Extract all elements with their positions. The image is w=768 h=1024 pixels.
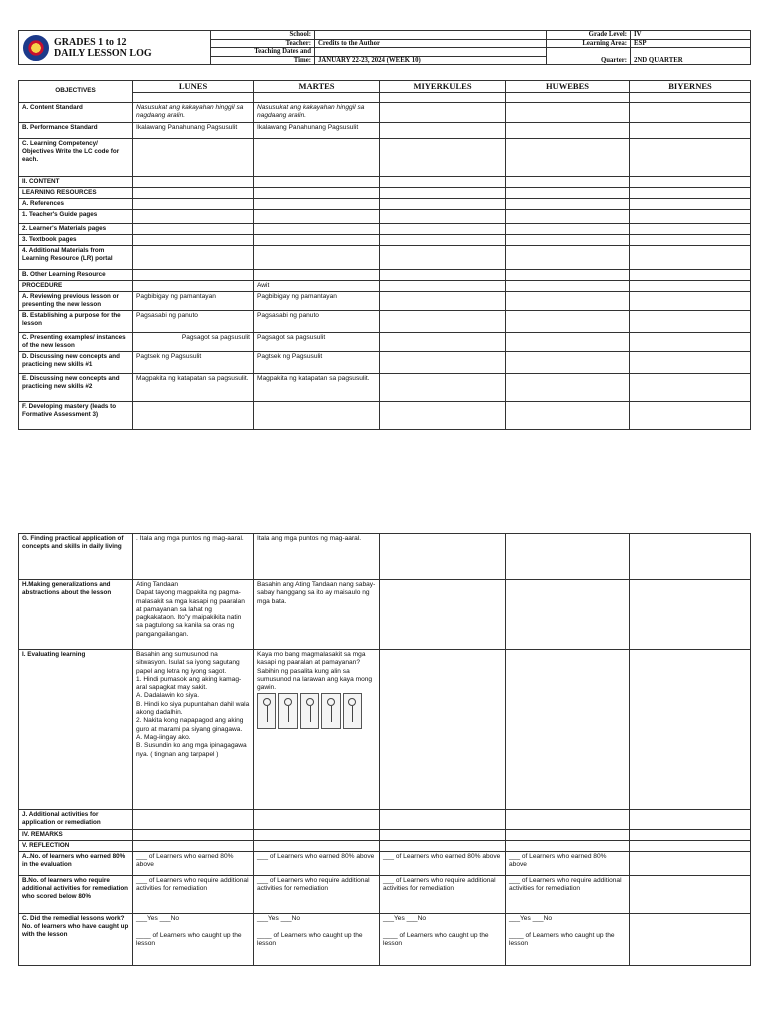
area-label: Learning Area: — [547, 39, 631, 48]
cell-huwebes — [506, 210, 630, 224]
cell-text: ___Yes ___No ____ of Learners who caught up the lesson — [257, 915, 363, 947]
cell-martes — [254, 534, 380, 580]
row-label: PROCEDURE — [19, 281, 133, 292]
cell-text: . Itala ang mga puntos ng mag-aaral. — [136, 535, 244, 542]
table-row — [19, 352, 751, 374]
cell-huwebes — [506, 914, 630, 966]
cell-lunes — [133, 188, 254, 199]
cell-miyerkules — [380, 235, 506, 246]
cell-miyerkules — [380, 352, 506, 374]
cell-huwebes — [506, 235, 630, 246]
grade-value: IV — [631, 31, 751, 40]
cell-huwebes — [506, 810, 630, 830]
cell-miyerkules — [380, 580, 506, 650]
row-label: F. Developing mastery (leads to Formative Assessment 3) — [19, 402, 133, 430]
row-label — [19, 534, 133, 580]
cell-huwebes — [506, 188, 630, 199]
cell-text: ___ of Learners who require additional activities for remediation — [509, 877, 622, 893]
cell-miyerkules — [380, 281, 506, 292]
cell-lunes — [133, 580, 254, 650]
cell-huwebes — [506, 580, 630, 650]
cell-biyernes — [630, 292, 751, 311]
cell-biyernes — [630, 914, 751, 966]
table-row — [19, 534, 751, 580]
day-header-miyerkules: MIYERKULES — [380, 81, 506, 93]
cell-miyerkules — [380, 123, 506, 139]
row-label: B. Establishing a purpose for the lesson — [19, 311, 133, 333]
grade-label: Grade Level: — [547, 31, 631, 40]
row-label: A. References — [19, 199, 133, 210]
quarter-value: 2ND QUARTER — [631, 48, 751, 65]
cell-miyerkules — [380, 199, 506, 210]
row-label — [19, 650, 133, 810]
dates-value: JANUARY 22-23, 2024 (WEEK 10) — [315, 56, 547, 65]
cell-biyernes — [630, 333, 751, 352]
cell-text: IV. REMARKS — [22, 831, 63, 838]
cell-miyerkules — [380, 224, 506, 235]
cell-huwebes — [506, 199, 630, 210]
row-label: D. Discussing new concepts and practicing new skills #1 — [19, 352, 133, 374]
cell-martes — [254, 402, 380, 430]
cell-huwebes — [506, 534, 630, 580]
cell-miyerkules — [380, 876, 506, 914]
cell-text: ___Yes ___No ____ of Learners who caught up the lesson — [509, 915, 615, 947]
cell-biyernes — [630, 210, 751, 224]
cell-huwebes — [506, 292, 630, 311]
figure-icon — [343, 693, 362, 729]
row-label: B. Performance Standard — [19, 123, 133, 139]
cell-text: Ating Tandaan Dapat tayong magpakita ng pagma-malasakit sa mga kasapi ng paaralan at pamayanan sa lahat ng pagkakataon. Ito"y maipakikita natin sa pagtulong sa kanila sa oras ng pangangailangan. — [136, 581, 245, 638]
header-brand — [19, 31, 211, 65]
table-row — [19, 123, 751, 139]
figure-icon — [321, 693, 340, 729]
cell-miyerkules — [380, 914, 506, 966]
header-table — [18, 30, 751, 65]
cell-text: ___ of Learners who earned 80% above — [509, 853, 607, 869]
table-row — [19, 876, 751, 914]
row-label — [19, 841, 133, 852]
cell-lunes: Ikalawang Panahunang Pagsusulit — [133, 123, 254, 139]
cell-huwebes — [506, 281, 630, 292]
cell-lunes — [133, 876, 254, 914]
cell-miyerkules — [380, 210, 506, 224]
cell-miyerkules — [380, 830, 506, 841]
cell-martes — [254, 188, 380, 199]
row-label: E. Discussing new concepts and practicing new skills #2 — [19, 374, 133, 402]
cell-text: Itala ang mga puntos ng mag-aaral. — [257, 535, 362, 542]
cell-martes — [254, 841, 380, 852]
row-label: C. Presenting examples/ instances of the new lesson — [19, 333, 133, 352]
cell-martes — [254, 810, 380, 830]
cell-biyernes — [630, 177, 751, 188]
table-row — [19, 650, 751, 810]
cell-miyerkules — [380, 292, 506, 311]
figure-icon — [278, 693, 297, 729]
cell-martes — [254, 914, 380, 966]
day-header-lunes: LUNES — [133, 81, 254, 93]
table-row — [19, 210, 751, 224]
cell-lunes — [133, 235, 254, 246]
cell-martes: Pagsagot sa pagsusulit — [254, 333, 380, 352]
cell-huwebes — [506, 139, 630, 177]
row-label — [19, 810, 133, 830]
table-row — [19, 830, 751, 841]
deped-seal-icon — [23, 35, 49, 61]
cell-martes — [254, 852, 380, 876]
cell-huwebes — [506, 177, 630, 188]
illustration-image — [257, 695, 362, 729]
cell-biyernes — [630, 270, 751, 281]
cell-huwebes — [506, 333, 630, 352]
cell-martes — [254, 270, 380, 281]
cell-text: ___Yes ___No ____ of Learners who caught up the lesson — [383, 915, 489, 947]
area-value: ESP — [631, 39, 751, 48]
cell-text: J. Additional activities for application or remediation — [22, 811, 101, 826]
cell-lunes: Pagsasabi ng panuto — [133, 311, 254, 333]
cell-miyerkules — [380, 311, 506, 333]
day-header-biyernes: BIYERNES — [630, 81, 751, 93]
cell-text: ___Yes ___No ____ of Learners who caught up the lesson — [136, 915, 242, 947]
cell-miyerkules — [380, 139, 506, 177]
cell-biyernes — [630, 374, 751, 402]
cell-biyernes — [630, 402, 751, 430]
cell-biyernes — [630, 188, 751, 199]
cell-lunes — [133, 852, 254, 876]
cell-huwebes — [506, 246, 630, 270]
cell-huwebes — [506, 650, 630, 810]
teacher-value: Credits to the Author — [315, 39, 547, 48]
row-label: A. Reviewing previous lesson or presenting the new lesson — [19, 292, 133, 311]
cell-miyerkules — [380, 188, 506, 199]
lesson-table-part2 — [18, 533, 751, 966]
quarter-label: Quarter: — [547, 48, 631, 65]
cell-miyerkules — [380, 650, 506, 810]
school-value — [315, 31, 547, 40]
row-label: 1. Teacher's Guide pages — [19, 210, 133, 224]
header-title-line2: DAILY LESSON LOG — [54, 47, 152, 59]
cell-miyerkules — [380, 852, 506, 876]
cell-lunes — [133, 224, 254, 235]
cell-biyernes — [630, 224, 751, 235]
header-title-line1: GRADES 1 to 12 — [54, 36, 127, 48]
table-row — [19, 246, 751, 270]
cell-lunes — [133, 810, 254, 830]
cell-text: G. Finding practical application of concepts and skills in daily living — [22, 535, 124, 550]
cell-text: ___ of Learners who earned 80% above — [136, 853, 234, 869]
cell-huwebes — [506, 402, 630, 430]
row-label: B. Other Learning Resource — [19, 270, 133, 281]
day-header-huwebes: HUWEBES — [506, 81, 630, 93]
cell-martes — [254, 235, 380, 246]
cell-miyerkules — [380, 374, 506, 402]
cell-martes — [254, 876, 380, 914]
cell-lunes: Pagbibigay ng pamantayan — [133, 292, 254, 311]
cell-huwebes — [506, 876, 630, 914]
cell-biyernes — [630, 199, 751, 210]
cell-martes — [254, 580, 380, 650]
cell-text: B.No. of learners who require additional activities for remediation who scored below 80% — [22, 877, 129, 900]
cell-miyerkules — [380, 333, 506, 352]
cell-miyerkules — [380, 246, 506, 270]
table-row — [19, 292, 751, 311]
row-label: LEARNING RESOURCES — [19, 188, 133, 199]
cell-miyerkules — [380, 534, 506, 580]
cell-biyernes — [630, 352, 751, 374]
table-row — [19, 311, 751, 333]
cell-biyernes — [630, 103, 751, 123]
cell-miyerkules — [380, 103, 506, 123]
row-label: C. Learning Competency/ Objectives Write the LC code for each. — [19, 139, 133, 177]
table-row — [19, 199, 751, 210]
objectives-header: OBJECTIVES — [19, 81, 133, 103]
cell-lunes: Pagtsek ng Pagsusulit — [133, 352, 254, 374]
cell-text: Basahin ang Ating Tandaan nang sabay-sabay hanggang sa ito ay maisaulo ng mga bata. — [257, 581, 376, 605]
cell-huwebes — [506, 224, 630, 235]
row-label — [19, 580, 133, 650]
cell-huwebes — [506, 103, 630, 123]
cell-text: ___ of Learners who earned 80% above — [257, 853, 375, 860]
cell-lunes — [133, 830, 254, 841]
cell-huwebes — [506, 841, 630, 852]
cell-martes: Magpakita ng katapatan sa pagsusulit. — [254, 374, 380, 402]
day-header-martes: MARTES — [254, 81, 380, 93]
cell-biyernes — [630, 876, 751, 914]
table-row — [19, 188, 751, 199]
table-row — [19, 914, 751, 966]
table-row — [19, 139, 751, 177]
cell-martes — [254, 199, 380, 210]
cell-biyernes — [630, 311, 751, 333]
time-label: Time: — [211, 56, 315, 65]
cell-huwebes — [506, 311, 630, 333]
cell-martes: Pagtsek ng Pagsusulit — [254, 352, 380, 374]
cell-biyernes — [630, 830, 751, 841]
cell-biyernes — [630, 650, 751, 810]
row-label: 3. Textbook pages — [19, 235, 133, 246]
table-row — [19, 852, 751, 876]
figure-icon — [300, 693, 319, 729]
cell-lunes — [133, 139, 254, 177]
cell-text: Kaya mo bang magmalasakit sa mga kasapi ng paaralan at pamayanan? Sabihin ng pasalita kung alin sa sumusunod na larawan ang kaya mong gawin. — [257, 651, 373, 692]
cell-lunes: Magpakita ng katapatan sa pagsusulit. — [133, 374, 254, 402]
row-label — [19, 876, 133, 914]
row-label: 4. Additional Materials from Learning Resource (LR) portal — [19, 246, 133, 270]
cell-lunes — [133, 650, 254, 810]
cell-huwebes — [506, 830, 630, 841]
cell-text: A..No. of learners who earned 80% in the evaluation — [22, 853, 126, 868]
cell-lunes: Nasusukat ang kakayahan hinggil sa nagdaang aralin. — [133, 103, 254, 123]
cell-martes — [254, 210, 380, 224]
cell-text: ___ of Learners who require additional activities for remediation — [136, 877, 249, 893]
cell-huwebes — [506, 374, 630, 402]
cell-miyerkules — [380, 270, 506, 281]
row-label — [19, 914, 133, 966]
cell-biyernes — [630, 246, 751, 270]
lesson-table-part1 — [18, 80, 751, 430]
cell-text: ___ of Learners who earned 80% above — [383, 853, 501, 860]
cell-martes: Pagsasabi ng panuto — [254, 311, 380, 333]
row-label — [19, 852, 133, 876]
cell-martes — [254, 650, 380, 810]
figure-icon — [257, 693, 276, 729]
cell-text: V. REFLECTION — [22, 842, 70, 849]
cell-biyernes — [630, 235, 751, 246]
cell-miyerkules — [380, 841, 506, 852]
cell-martes: Awit — [254, 281, 380, 292]
cell-lunes — [133, 914, 254, 966]
cell-biyernes — [630, 810, 751, 830]
cell-lunes — [133, 534, 254, 580]
row-label: A. Content Standard — [19, 103, 133, 123]
cell-text: C. Did the remedial lessons work? No. of learners who have caught up with the lesson — [22, 915, 129, 938]
school-label: School: — [211, 31, 315, 40]
table-row — [19, 224, 751, 235]
table-row — [19, 177, 751, 188]
cell-martes — [254, 830, 380, 841]
row-label: 2. Learner's Materials pages — [19, 224, 133, 235]
table-row — [19, 841, 751, 852]
cell-huwebes — [506, 852, 630, 876]
cell-martes — [254, 177, 380, 188]
cell-biyernes — [630, 123, 751, 139]
cell-lunes: Pagsagot sa pagsusulit — [133, 333, 254, 352]
row-label — [19, 830, 133, 841]
cell-biyernes — [630, 580, 751, 650]
cell-martes: Ikalawang Panahunang Pagsusulit — [254, 123, 380, 139]
cell-text: Basahin ang sumusunod na sitwasyon. Isulat sa iyong sagutang papel ang letra ng iyong sagot. 1. Hindi pumasok ang aking kamag-aral sapagkat may sakit. A. Dadalawin ko siya. B. Hindi ko siya pupuntahan dahil wala akong dadalhin. 2. Nakita kong napapagod ang aking guro at marami pa siyang ginagawa. A. Mag-iingay ako. B. Susundin ko ang mga ipinagagawa nya. ( tingnan ang tarpapel ) — [136, 651, 250, 758]
dates-label: Teaching Dates and — [211, 48, 315, 57]
cell-biyernes — [630, 139, 751, 177]
table-row — [19, 374, 751, 402]
cell-lunes — [133, 281, 254, 292]
cell-lunes — [133, 210, 254, 224]
cell-lunes — [133, 841, 254, 852]
cell-text: H.Making generalizations and abstractions about the lesson — [22, 581, 112, 596]
cell-text: ___ of Learners who require additional activities for remediation — [383, 877, 496, 893]
cell-martes: Pagbibigay ng pamantayan — [254, 292, 380, 311]
cell-huwebes — [506, 270, 630, 281]
cell-miyerkules — [380, 810, 506, 830]
cell-biyernes — [630, 281, 751, 292]
cell-lunes — [133, 270, 254, 281]
cell-text: ___ of Learners who require additional activities for remediation — [257, 877, 370, 893]
cell-huwebes — [506, 352, 630, 374]
cell-martes — [254, 139, 380, 177]
cell-martes: Nasusukat ang kakayahan hinggil sa nagdaang aralin. — [254, 103, 380, 123]
cell-miyerkules — [380, 177, 506, 188]
cell-lunes — [133, 177, 254, 188]
cell-lunes — [133, 402, 254, 430]
table-row — [19, 235, 751, 246]
table-row — [19, 281, 751, 292]
cell-biyernes — [630, 534, 751, 580]
cell-lunes — [133, 199, 254, 210]
row-label: II. CONTENT — [19, 177, 133, 188]
table-row — [19, 270, 751, 281]
table-row — [19, 333, 751, 352]
teacher-label: Teacher: — [211, 39, 315, 48]
cell-martes — [254, 246, 380, 270]
cell-miyerkules — [380, 402, 506, 430]
table-row — [19, 810, 751, 830]
table-row — [19, 402, 751, 430]
table-row — [19, 580, 751, 650]
cell-martes — [254, 224, 380, 235]
cell-lunes — [133, 246, 254, 270]
cell-text: I. Evaluating learning — [22, 651, 86, 658]
table-row — [19, 103, 751, 123]
cell-biyernes — [630, 841, 751, 852]
cell-biyernes — [630, 852, 751, 876]
cell-huwebes — [506, 123, 630, 139]
